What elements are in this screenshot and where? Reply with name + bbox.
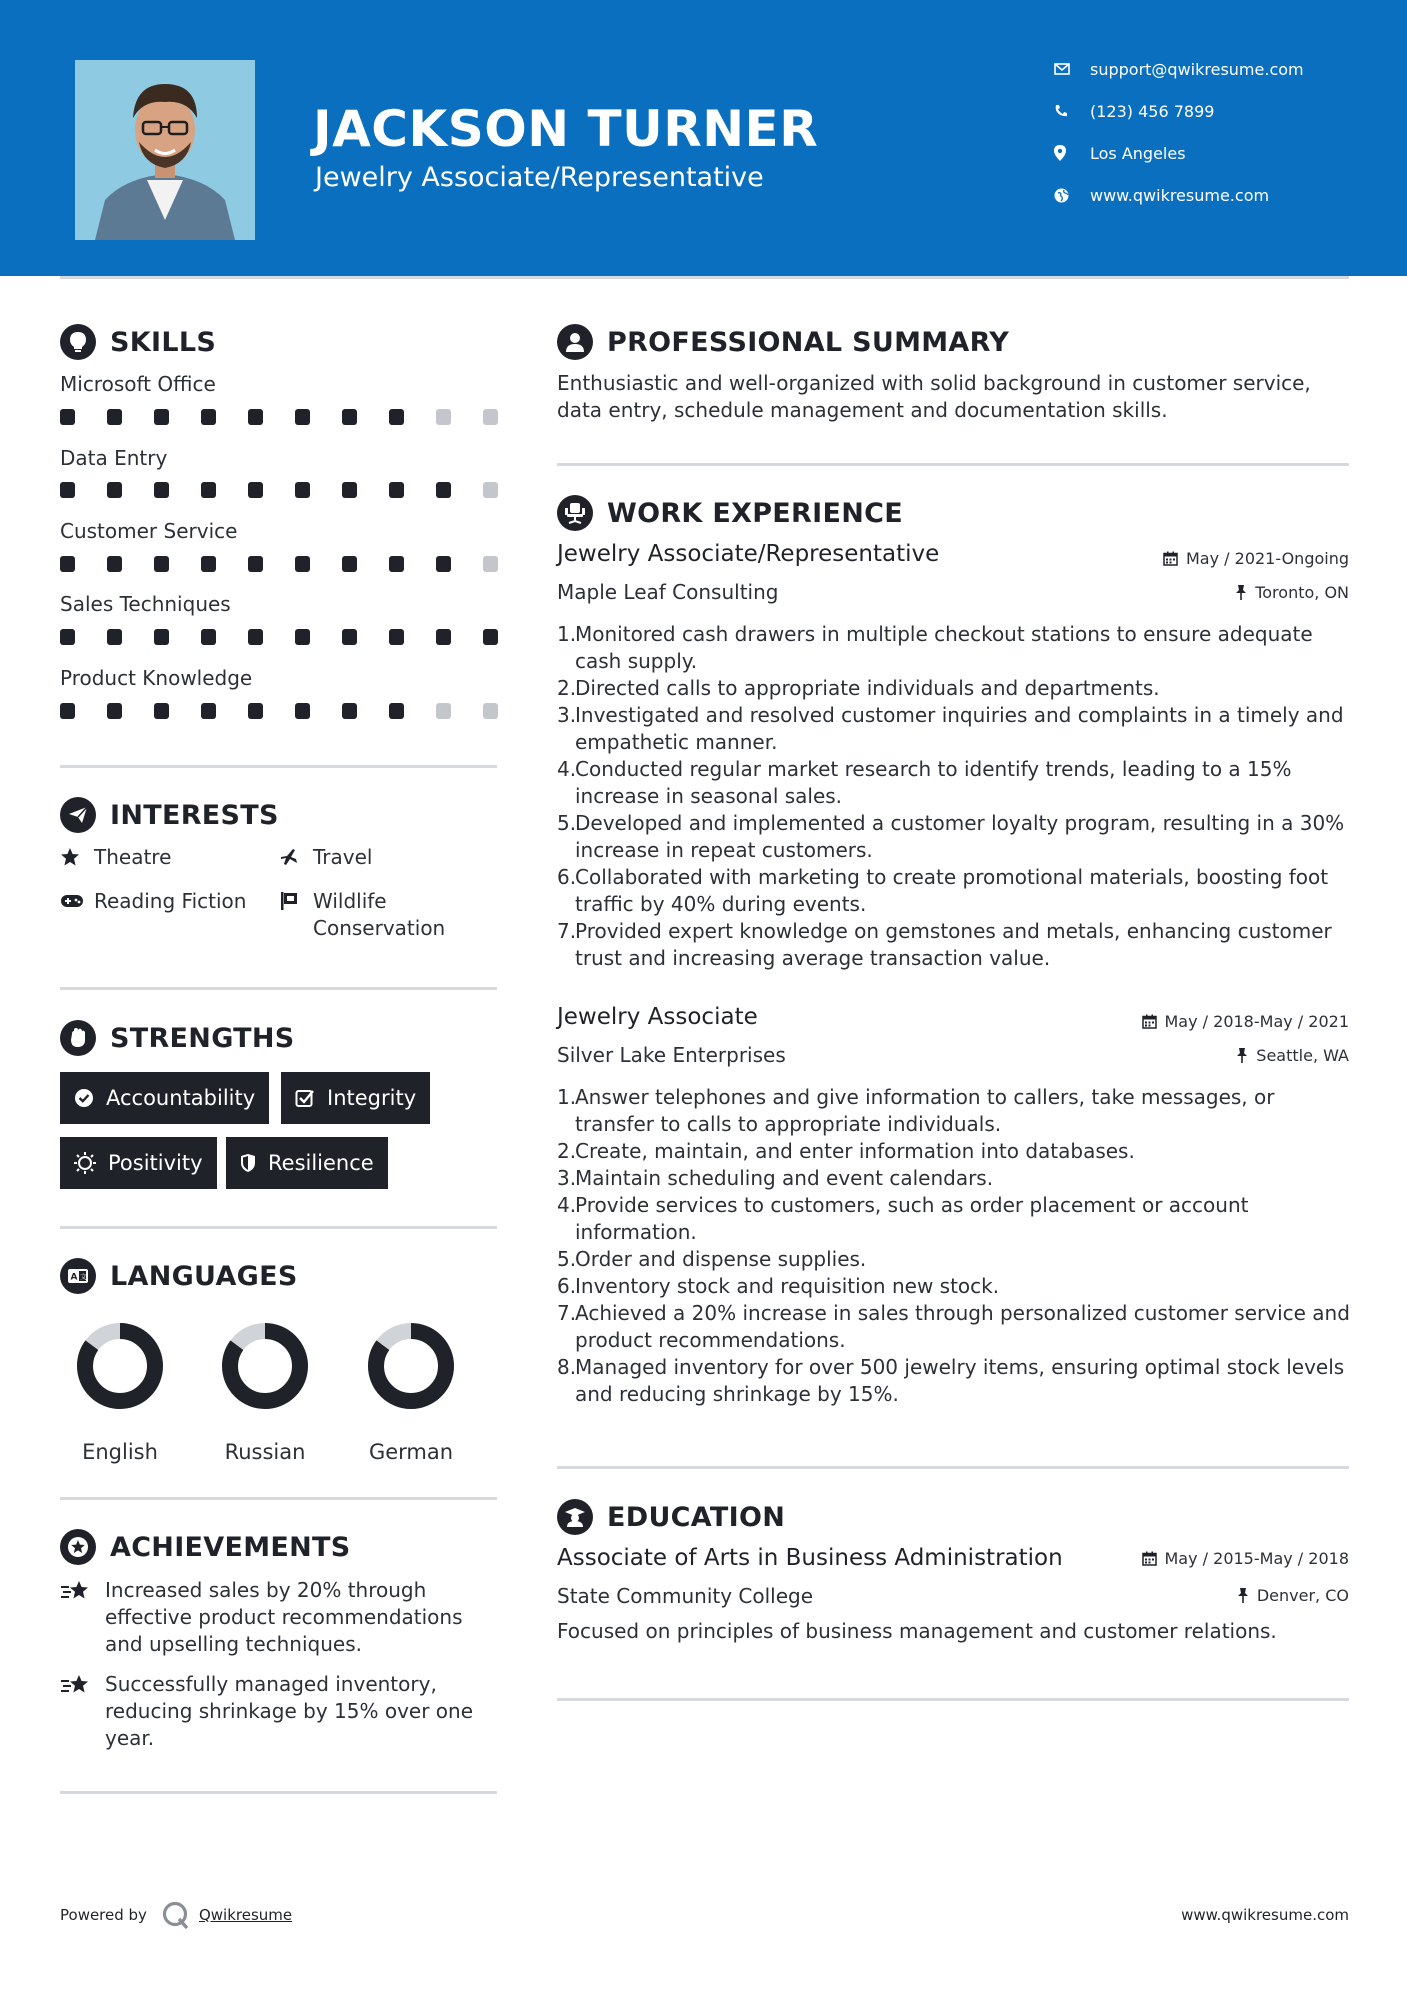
skill-dot-filled xyxy=(295,629,310,645)
skill-dot-filled xyxy=(389,629,404,645)
job-dates: May / 2018-May / 2021 xyxy=(1142,1012,1350,1031)
interest-item: Wildlife Conservation xyxy=(279,888,473,942)
resume-header xyxy=(0,0,1407,276)
candidate-title: Jewelry Associate/Representative xyxy=(315,162,764,193)
contact-phone[interactable] xyxy=(1054,97,1374,125)
interest-item: Travel xyxy=(279,844,372,871)
check-square-icon xyxy=(295,1088,315,1108)
skill-dot-filled xyxy=(107,409,122,425)
star-icon xyxy=(60,844,94,870)
strengths-heading: STRENGTHS xyxy=(60,1018,295,1058)
header-divider xyxy=(60,276,1349,279)
skill-rating xyxy=(60,629,500,645)
skill-dot-filled xyxy=(248,482,263,498)
skill-dot-filled xyxy=(60,482,75,498)
shooting-star-icon xyxy=(60,1577,105,1607)
skill-name: Product Knowledge xyxy=(60,666,253,690)
skill-dot-filled xyxy=(295,409,310,425)
language-item xyxy=(60,1322,180,1464)
strength-badge: Integrity xyxy=(281,1072,430,1124)
paper-plane-icon xyxy=(60,797,96,833)
profile-photo xyxy=(75,60,255,240)
contact-website-text: www.qwikresume.com xyxy=(1090,185,1270,205)
education-description: Focused on principles of business management and customer relations. xyxy=(557,1619,1277,1643)
section-divider xyxy=(557,463,1349,466)
school-name: State Community College xyxy=(557,1584,814,1608)
skill-dot-filled xyxy=(107,703,122,719)
skill-dot-filled xyxy=(201,482,216,498)
achievement-item: Successfully managed inventory, reducing shrinkage by 15% over one year. xyxy=(60,1671,500,1752)
job-title: Jewelry Associate/Representative xyxy=(557,541,940,567)
skill-rating xyxy=(60,556,500,572)
office-chair-icon xyxy=(557,495,593,531)
plane-icon xyxy=(279,844,313,870)
skill-dot-filled xyxy=(201,409,216,425)
skill-dot-empty xyxy=(483,556,498,572)
skill-dot-empty xyxy=(483,409,498,425)
language-item xyxy=(205,1322,325,1464)
envelope-icon xyxy=(1054,63,1090,75)
strength-badge: Resilience xyxy=(226,1137,388,1189)
job-bullet: 2. Create, maintain, and enter information into databases. xyxy=(557,1139,1135,1163)
section-divider xyxy=(557,1466,1349,1469)
job-bullet: 7. Provided expert knowledge on gemstones and metals, enhancing customer trust and increasing average transaction value. xyxy=(557,919,1332,970)
gamepad-icon xyxy=(60,888,94,914)
globe-icon xyxy=(1054,188,1090,203)
calendar-icon xyxy=(1142,1014,1157,1029)
section-divider xyxy=(60,1791,497,1794)
skill-dot-filled xyxy=(342,629,357,645)
language-name: German xyxy=(368,1440,454,1464)
contact-email[interactable] xyxy=(1054,55,1374,83)
interests-heading: INTERESTS xyxy=(60,795,279,835)
svg-text:文: 文 xyxy=(80,1273,87,1281)
sun-icon xyxy=(74,1152,96,1174)
summary-text: Enthusiastic and well-organized with solid background in customer service, data entry, schedule management and documentation skills. xyxy=(557,371,1311,422)
skill-dot-filled xyxy=(389,409,404,425)
contact-email-text: support@qwikresume.com xyxy=(1090,59,1304,79)
powered-by-text: Powered by xyxy=(60,1906,147,1924)
section-divider xyxy=(60,987,497,990)
interest-item: Reading Fiction xyxy=(60,888,246,915)
user-icon xyxy=(557,324,593,360)
job-bullets xyxy=(557,1084,1357,1408)
skill-dot-filled xyxy=(201,703,216,719)
skill-dot-filled xyxy=(60,629,75,645)
qwikresume-link[interactable]: Qwikresume xyxy=(198,1906,293,1924)
skill-rating xyxy=(60,409,500,425)
job-bullets xyxy=(557,621,1357,972)
job-bullet: 6. Collaborated with marketing to create promotional materials, boosting foot traffic by 40% during events. xyxy=(557,865,1329,916)
skill-dot-filled xyxy=(342,482,357,498)
skill-dot-filled xyxy=(60,556,75,572)
education-location: Denver, CO xyxy=(1237,1586,1349,1605)
shooting-star-icon xyxy=(60,1671,105,1701)
contact-phone-text: (123) 456 7899 xyxy=(1090,101,1215,121)
lightbulb-icon xyxy=(60,324,96,360)
skill-rating xyxy=(60,482,500,498)
pushpin-icon xyxy=(1235,585,1247,600)
skill-dot-empty xyxy=(483,482,498,498)
skill-dot-filled xyxy=(154,703,169,719)
section-divider xyxy=(557,1698,1349,1701)
graduate-icon xyxy=(557,1499,593,1535)
skill-dot-filled xyxy=(154,629,169,645)
skill-dot-filled xyxy=(295,703,310,719)
job-location: Toronto, ON xyxy=(1235,583,1349,602)
job-title: Jewelry Associate xyxy=(557,1004,758,1030)
job-bullet: 3. Maintain scheduling and event calendars. xyxy=(557,1166,994,1190)
section-divider xyxy=(60,765,497,768)
skill-dot-empty xyxy=(436,409,451,425)
education-heading: EDUCATION xyxy=(557,1497,785,1537)
skill-dot-filled xyxy=(436,482,451,498)
skill-dot-filled xyxy=(154,482,169,498)
skill-dot-filled xyxy=(295,482,310,498)
candidate-name: JACKSON TURNER xyxy=(313,100,819,158)
qwikresume-logo-icon xyxy=(161,1900,191,1930)
footer-powered-by xyxy=(60,1900,292,1930)
job-bullet: 6. Inventory stock and requisition new stock. xyxy=(557,1274,1000,1298)
experience-heading: WORK EXPERIENCE xyxy=(557,493,903,533)
contact-location-text: Los Angeles xyxy=(1090,143,1186,163)
svg-text:A: A xyxy=(70,1272,78,1283)
contact-location xyxy=(1054,139,1374,167)
skill-dot-filled xyxy=(248,556,263,572)
skill-dot-filled xyxy=(295,556,310,572)
skill-name: Customer Service xyxy=(60,519,238,543)
job-bullet: 4. Provide services to customers, such as order placement or account information. xyxy=(557,1193,1249,1244)
language-name: English xyxy=(82,1440,158,1464)
skill-dot-filled xyxy=(248,409,263,425)
achievements-heading: ACHIEVEMENTS xyxy=(60,1527,351,1567)
job-bullet: 2. Directed calls to appropriate individuals and departments. xyxy=(557,676,1160,700)
degree-title: Associate of Arts in Business Administration xyxy=(557,1545,1063,1571)
calendar-icon xyxy=(1142,1551,1157,1566)
strength-badge: Accountability xyxy=(60,1072,269,1124)
skill-dot-filled xyxy=(154,409,169,425)
skill-dot-filled xyxy=(342,409,357,425)
phone-icon xyxy=(1054,104,1090,118)
skill-dot-filled xyxy=(107,629,122,645)
contact-website[interactable] xyxy=(1054,181,1374,209)
skill-dot-filled xyxy=(483,629,498,645)
skill-dot-empty xyxy=(483,703,498,719)
skill-dot-filled xyxy=(60,409,75,425)
language-proficiency-ring xyxy=(76,1322,164,1410)
skill-dot-filled xyxy=(248,703,263,719)
skills-heading: SKILLS xyxy=(60,322,216,362)
skill-rating xyxy=(60,703,500,719)
skill-dot-filled xyxy=(201,556,216,572)
skill-dot-filled xyxy=(389,482,404,498)
job-bullet: 1. Monitored cash drawers in multiple checkout stations to ensure adequate cash supply. xyxy=(557,622,1313,673)
education-dates: May / 2015-May / 2018 xyxy=(1142,1549,1350,1568)
languages-heading: A 文 LANGUAGES xyxy=(60,1256,298,1296)
job-dates: May / 2021-Ongoing xyxy=(1163,549,1349,568)
job-bullet: 7. Achieved a 20% increase in sales through personalized customer service and product recommendations. xyxy=(557,1301,1350,1352)
language-proficiency-ring xyxy=(221,1322,309,1410)
skill-dot-filled xyxy=(60,703,75,719)
strength-badge: Positivity xyxy=(60,1137,217,1189)
job-bullet: 5. Developed and implemented a customer loyalty program, resulting in a 30% increase in repeat customers. xyxy=(557,811,1345,862)
check-circle-icon xyxy=(74,1088,94,1108)
shield-icon xyxy=(240,1153,256,1173)
company-name: Maple Leaf Consulting xyxy=(557,580,779,604)
skill-dot-filled xyxy=(342,703,357,719)
pushpin-icon xyxy=(1236,1048,1248,1063)
skill-name: Microsoft Office xyxy=(60,372,216,396)
section-divider xyxy=(60,1497,497,1500)
skill-dot-filled xyxy=(154,556,169,572)
skill-dot-filled xyxy=(389,556,404,572)
job-bullet: 4. Conducted regular market research to identify trends, leading to a 15% increase in seasonal sales. xyxy=(557,757,1292,808)
job-bullet: 8. Managed inventory for over 500 jewelry items, ensuring optimal stock levels and reducing shrinkage by 15%. xyxy=(557,1355,1345,1406)
company-name: Silver Lake Enterprises xyxy=(557,1043,786,1067)
skill-dot-filled xyxy=(248,629,263,645)
pushpin-icon xyxy=(1237,1588,1249,1603)
job-bullet: 3. Investigated and resolved customer inquiries and complaints in a timely and empathetic manner. xyxy=(557,703,1344,754)
job-bullet: 5. Order and dispense supplies. xyxy=(557,1247,867,1271)
skill-name: Sales Techniques xyxy=(60,592,231,616)
language-name: Russian xyxy=(224,1440,306,1464)
star-badge-icon xyxy=(60,1529,96,1565)
skill-dot-filled xyxy=(342,556,357,572)
skill-dot-filled xyxy=(389,703,404,719)
language-icon xyxy=(60,1258,96,1294)
flag-icon xyxy=(279,888,313,914)
achievement-item: Increased sales by 20% through effective product recommendations and upselling techniques. xyxy=(60,1577,500,1658)
language-item xyxy=(351,1322,471,1464)
skill-dot-filled xyxy=(436,556,451,572)
calendar-icon xyxy=(1163,551,1178,566)
interest-item: Theatre xyxy=(60,844,171,871)
job-location: Seattle, WA xyxy=(1236,1046,1349,1065)
map-pin-icon xyxy=(1054,145,1090,161)
fist-icon xyxy=(60,1020,96,1056)
section-divider xyxy=(60,1226,497,1229)
skill-dot-filled xyxy=(436,629,451,645)
footer-website[interactable]: www.qwikresume.com xyxy=(1181,1906,1349,1924)
skill-dot-empty xyxy=(436,703,451,719)
skill-name: Data Entry xyxy=(60,446,168,470)
skill-dot-filled xyxy=(107,556,122,572)
job-bullet: 1. Answer telephones and give information to callers, take messages, or transfer to calls to appropriate individuals. xyxy=(557,1085,1275,1136)
skill-dot-filled xyxy=(201,629,216,645)
language-proficiency-ring xyxy=(367,1322,455,1410)
summary-heading: PROFESSIONAL SUMMARY xyxy=(557,322,1009,362)
skill-dot-filled xyxy=(107,482,122,498)
